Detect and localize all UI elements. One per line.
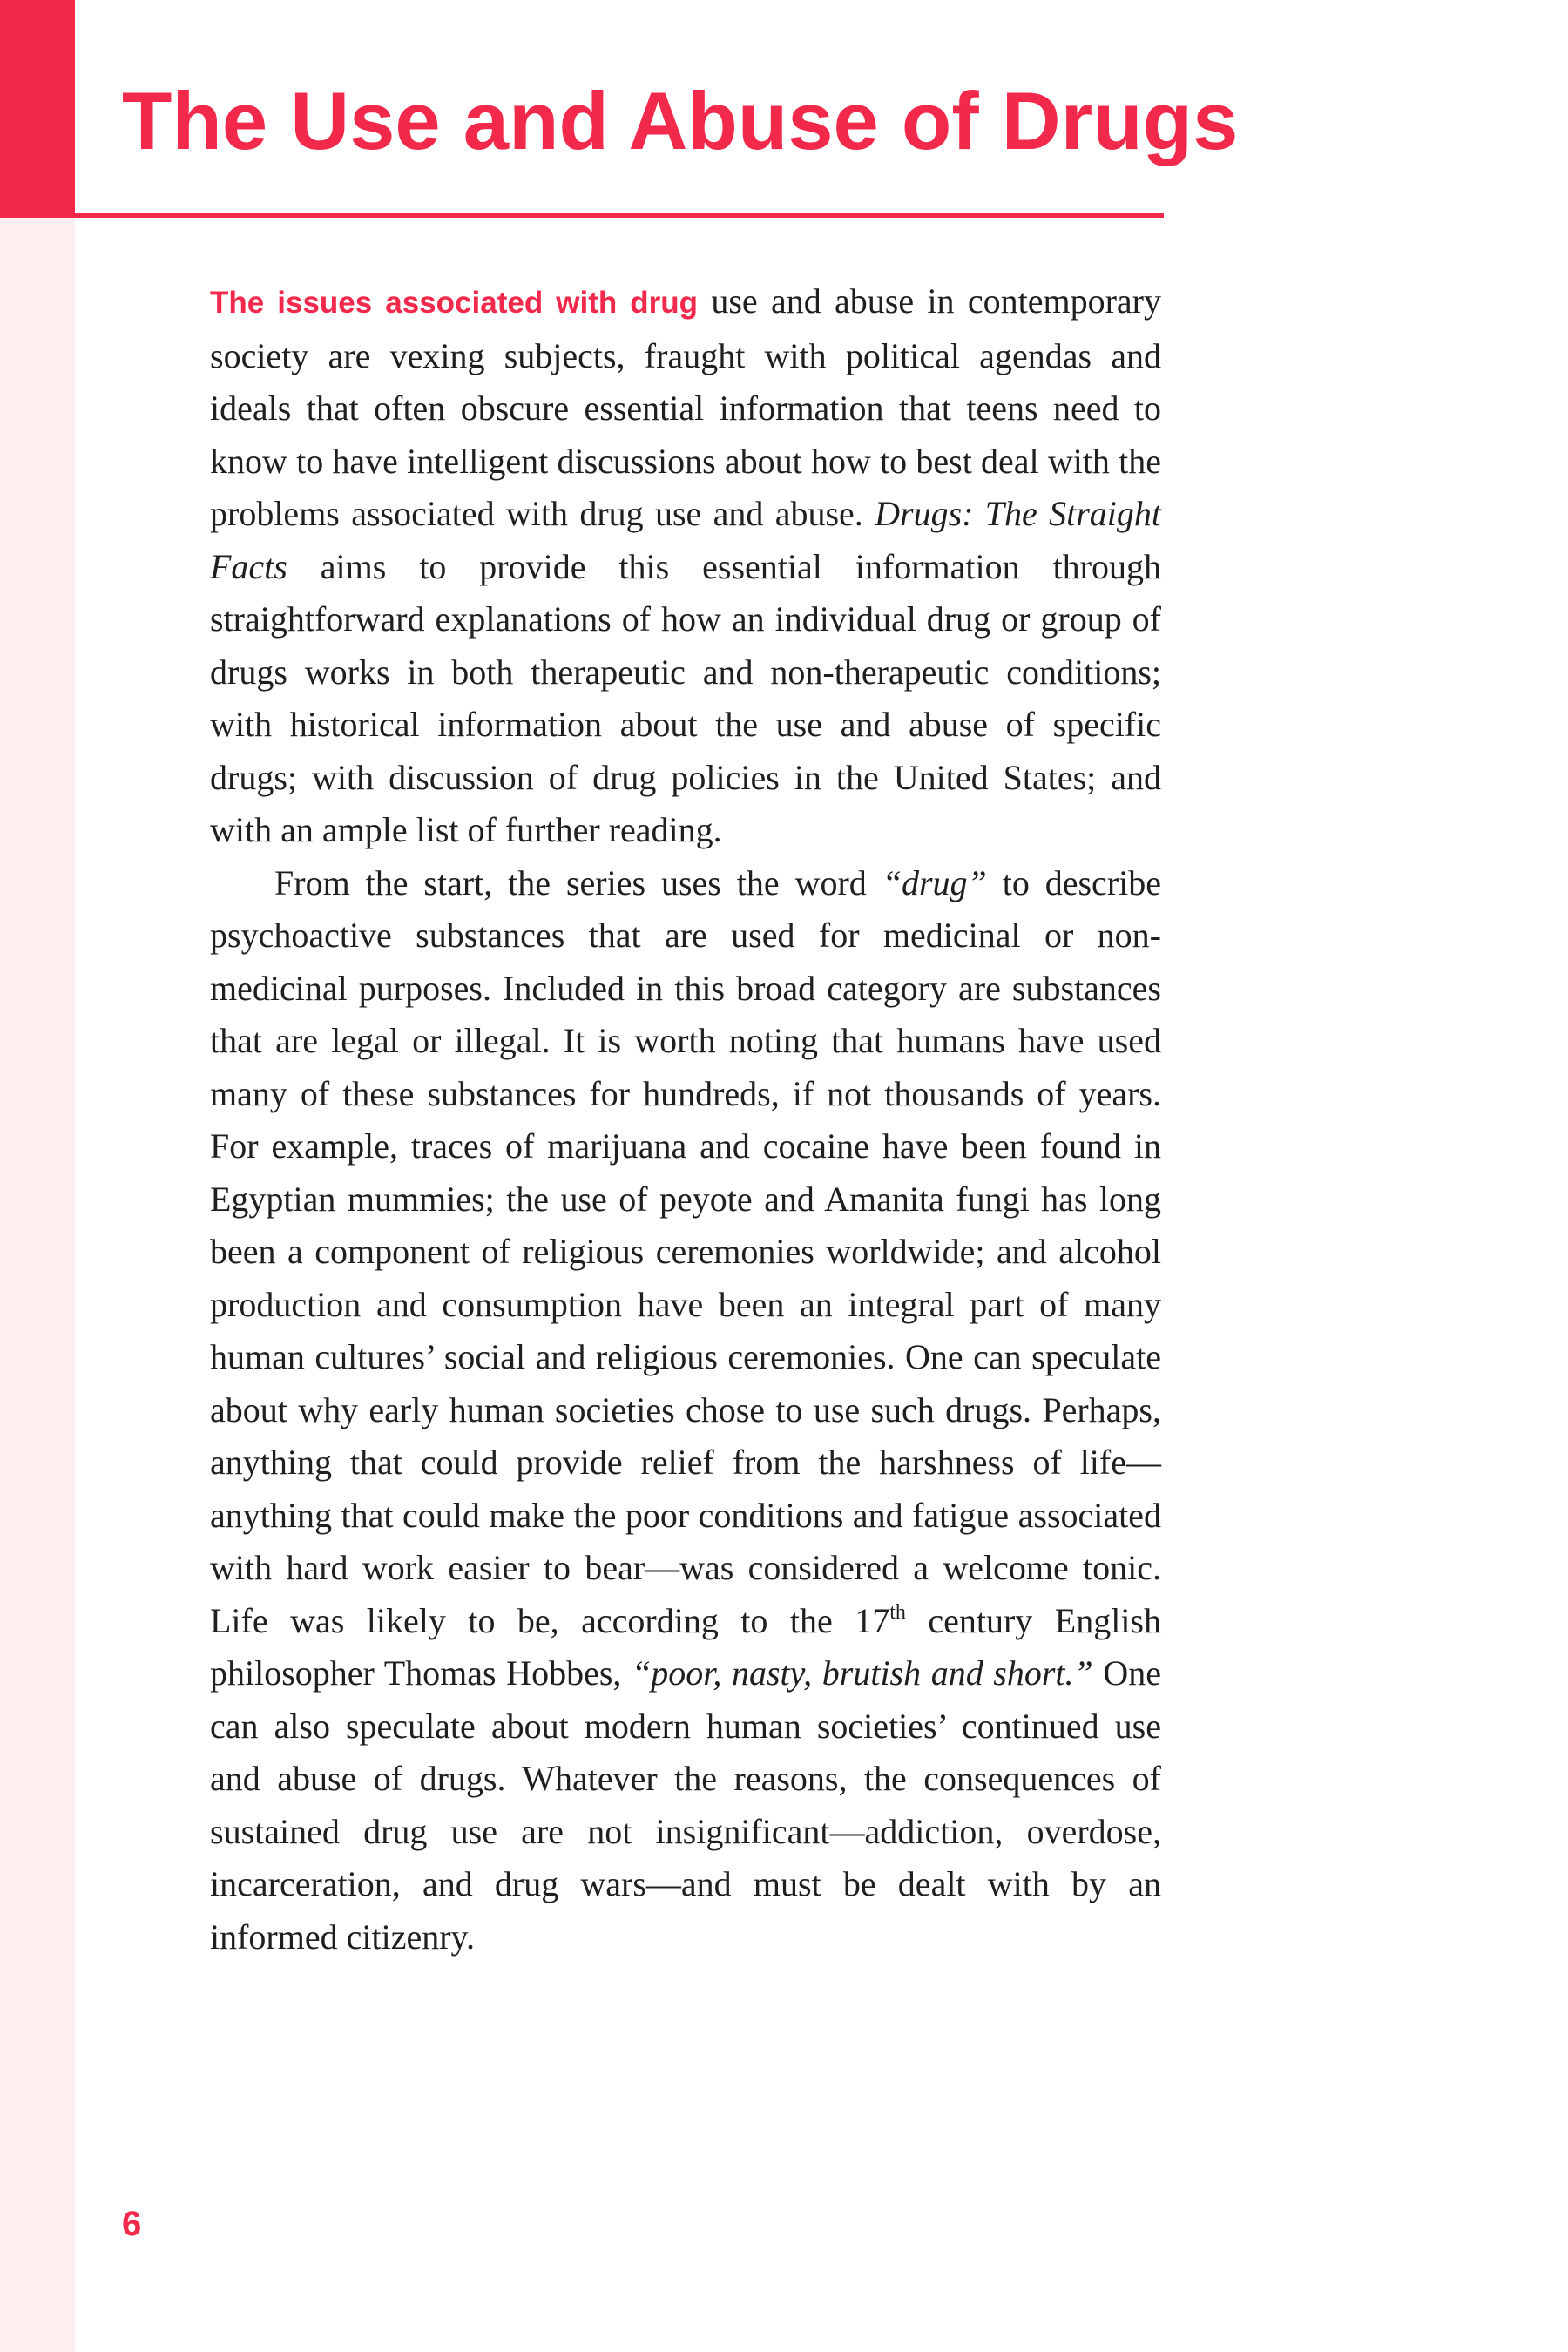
paragraph-2-text-b: to describe psychoactive substances that are used for medicinal or non-medicinal purposes. Included in this broad category are substances that are legal or illegal. It is worth noting that humans have used many of these substances for hundreds, if not thousands of years. For example, traces of marijuana and cocaine have been found in Egyptian mummies; the use of peyote and Amanita fungi has long been a component of religious ceremonies worldwide; and alcohol production and consumption have been an integral part of many human cultures’ social and religious ceremonies. One can speculate about why early human societies chose to use such drugs. Perhaps, anything that could provide relief from the harshness of life—anything that could make the poor conditions and fatigue associated with hard work easier to bear—was considered a welcome tonic. Life was likely to be, according to the 17 xyxy=(210,862,1162,1640)
paragraph-2-text-d: One can also speculate about modern human societies’ continued use and abuse of drugs. Whatever the reasons, the consequences of sustained drug use are not insignificant—addiction, overdose, incarceration, and drug wars—and must be dealt with by an informed citizenry. xyxy=(210,1653,1162,1957)
title-rule xyxy=(75,213,1164,218)
paragraph-2-text-c: century English philosopher Thomas Hobbes, xyxy=(210,1600,1161,1693)
margin-accent-block xyxy=(0,0,75,218)
paragraph-1-text-b: aims to provide this essential information through straightforward explanations of how an individual drug or group of drugs works in both therapeutic and non-therapeutic conditions; with historical information about the use and abuse of specific drugs; with discussion of drug policies in the United States; and with an ample list of further reading. xyxy=(210,546,1161,849)
body-text xyxy=(210,275,1161,1963)
paragraph-2 xyxy=(210,857,1161,1964)
chapter-title: The Use and Abuse of Drugs xyxy=(122,75,1239,166)
margin-strip xyxy=(0,0,75,2352)
page-number: 6 xyxy=(122,2205,142,2243)
series-title: Drugs: The Straight Facts xyxy=(210,494,1162,586)
ordinal-suffix: th xyxy=(889,1600,906,1624)
lead-in-text: The issues associated with drug xyxy=(210,286,699,320)
paragraph-2-text-a: From the start, the series uses the word xyxy=(274,862,882,902)
paragraph-1 xyxy=(210,275,1161,857)
drug-term: “drug” xyxy=(882,862,987,902)
hobbes-quote: “poor, nasty, brutish and short.” xyxy=(631,1653,1093,1693)
paragraph-1-text-a: use and abuse in contemporary society are vexing subjects, fraught with political agendas and ideals that often obscure essential information that teens need to know to have intelligent discussions about how to best deal with the problems associated with drug use and abuse. xyxy=(210,281,1162,533)
